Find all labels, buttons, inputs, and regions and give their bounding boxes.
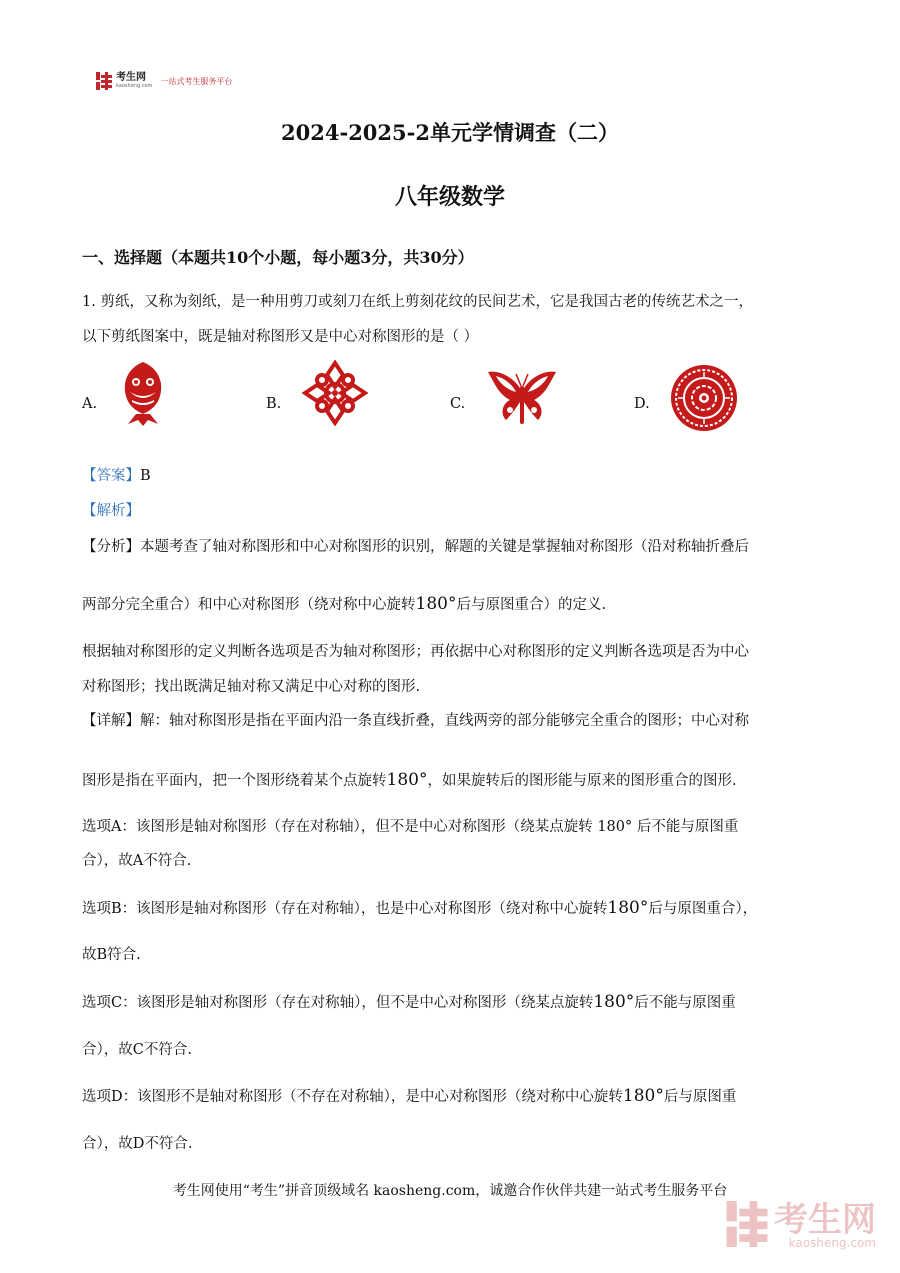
header-logo xyxy=(96,72,232,90)
option-c-line-2: 合），故C不符合. xyxy=(82,1042,192,1058)
fish-papercut-icon xyxy=(118,360,168,430)
document-title: 2024-2025-2单元学情调查（二） xyxy=(281,120,619,145)
logo-domain: kaosheng.com xyxy=(116,83,153,89)
fenxi-line-4: 对称图形；找出既满足轴对称又满足中心对称的图形. xyxy=(82,679,421,695)
option-a-line-1: 选项A：该图形是轴对称图形（存在对称轴），但不是中心对称图形（绕某点旋转 180° 后不能与原图重 xyxy=(82,819,739,835)
analysis-heading xyxy=(82,501,822,521)
fenxi-tag: 【分析】 xyxy=(82,539,140,555)
option-a-label: A. xyxy=(82,396,98,412)
option-b-line-1: 选项B：该图形是轴对称图形（存在对称轴），也是中心对称图形（绕对称中心旋转180°后与原图重合）， xyxy=(82,898,758,918)
option-b-line-2: 故B符合. xyxy=(82,947,141,963)
watermark-logo-icon xyxy=(726,1201,768,1251)
answer-tag: 【答案】 xyxy=(82,468,140,484)
xiangjie-tag: 【详解】 xyxy=(82,713,140,729)
option-d-label: D. xyxy=(634,396,650,412)
flower-papercut-icon xyxy=(302,360,368,430)
degree-value: 180° xyxy=(386,770,428,790)
watermark-name: 考生网 xyxy=(774,1200,876,1240)
logo-slogan: 一站式考生服务平台 xyxy=(160,76,233,86)
answer-value: B xyxy=(140,468,151,484)
watermark xyxy=(726,1201,876,1251)
page-footer: 考生网使用“考生”拼音顶级域名 kaosheng.com，诚邀合作伙伴共建一站式考生服务平台 xyxy=(172,1183,728,1199)
fenxi-line-2: 两部分完全重合）和中心对称图形（绕对称中心旋转180°后与原图重合）的定义. xyxy=(82,594,607,614)
option-d-line-1: 选项D：该图形不是轴对称图形（不存在对称轴），是中心对称图形（绕对称中心旋转180°后与原图重 xyxy=(82,1086,737,1106)
option-b-label: B. xyxy=(266,396,282,412)
xiangjie-line-2: 图形是指在平面内，把一个图形绕着某个点旋转180°，如果旋转后的图形能与原来的图形重合的图形. xyxy=(82,770,737,790)
degree-value: 180° xyxy=(607,898,649,918)
option-a-line-2: 合），故A不符合. xyxy=(82,853,192,869)
watermark-domain: kaosheng.com xyxy=(788,1236,876,1250)
xiangjie-line-1: 【详解】解：轴对称图形是指在平面内沿一条直线折叠，直线两旁的部分能够完全重合的图形；中心对称 xyxy=(82,713,749,729)
degree-value: 180° xyxy=(622,1086,664,1106)
degree-value: 180° xyxy=(593,992,635,1012)
butterfly-papercut-icon xyxy=(486,368,558,434)
fenxi-line-1: 【分析】本题考查了轴对称图形和中心对称图形的识别，解题的关键是掌握轴对称图形（沿对称轴折叠后 xyxy=(82,539,749,555)
section-heading: 一、选择题（本题共10个小题，每小题3分，共30分） xyxy=(82,248,474,267)
fenxi-line-3: 根据轴对称图形的定义判断各选项是否为轴对称图形；再依据中心对称图形的定义判断各选项是否为中心 xyxy=(82,644,749,660)
answer-line xyxy=(82,466,822,486)
document-subtitle: 八年级数学 xyxy=(394,184,505,210)
question-line-2: 以下剪纸图案中，既是轴对称图形又是中心对称图形的是（ ） xyxy=(82,329,479,345)
analysis-tag: 【解析】 xyxy=(82,503,140,519)
question-line-1: 1. 剪纸，又称为刻纸，是一种用剪刀或刻刀在纸上剪刻花纹的民间艺术，它是我国古老的传统艺术之一， xyxy=(82,294,753,310)
kaosheng-logo-icon xyxy=(96,72,112,90)
degree-value: 180° xyxy=(415,594,457,614)
option-d-line-2: 合），故D不符合. xyxy=(82,1136,193,1152)
option-c-line-1: 选项C：该图形是轴对称图形（存在对称轴），但不是中心对称图形（绕某点旋转180°后不能与原图重 xyxy=(82,992,736,1012)
round-papercut-icon xyxy=(670,364,738,436)
logo-name: 考生网 xyxy=(116,72,146,83)
option-c-label: C. xyxy=(450,396,466,412)
